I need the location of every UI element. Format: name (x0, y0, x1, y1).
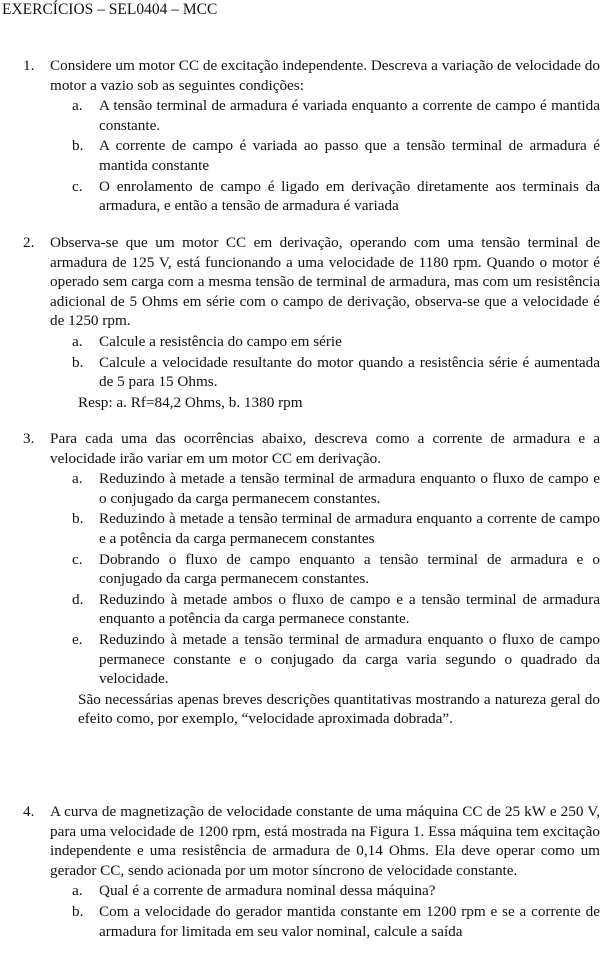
item-text: Dobrando o fluxo de campo enquanto a tensão terminal de armadura e o conjugado da carga permanecem constantes. (99, 550, 600, 588)
item-label: a. (72, 470, 83, 488)
item-label: b. (72, 902, 84, 920)
item-label: b. (72, 353, 84, 371)
item-label: b. (72, 510, 84, 528)
question-number: 2. (23, 234, 35, 251)
question-item (72, 590, 600, 629)
question-text: A curva de magnetização de velocidade constante de uma máquina CC de 25 kW e 250 V, para uma velocidade de 1200 rpm, está mostrada na Figura 1. Essa máquina tem excitação independente e uma resistência de armadura de 0,14 Ohms. Ela deve operar como um gerador CC, sendo acionada por um motor síncrono de velocidade constante. (50, 803, 600, 879)
item-label: d. (72, 590, 84, 608)
question-item (72, 550, 600, 589)
question-body (50, 429, 600, 729)
page-title: EXERCÍCIOS – SEL0404 – MCC (2, 1, 218, 18)
question-body (50, 56, 600, 216)
item-text: Reduzindo à metade ambos o fluxo de campo e a tensão terminal de armadura enquanto a potência da carga permanece constante. (99, 590, 600, 628)
item-label: a. (72, 882, 83, 900)
question-item (72, 136, 600, 175)
item-text: Calcule a velocidade resultante do motor quando a resistência série é aumentada de 5 para 15 Ohms. (99, 353, 600, 391)
item-text: O enrolamento de campo é ligado em derivação diretamente aos terminais da armadura, e então a tensão de armadura é variada (99, 177, 600, 215)
answer-line: Resp: a. Rf=84,2 Ohms, b. 1380 rpm (78, 393, 303, 411)
item-label: a. (72, 97, 83, 115)
question-item (72, 353, 600, 392)
item-text: A corrente de campo é variada ao passo que a tensão terminal de armadura é mantida constante (99, 137, 600, 174)
question-body (50, 233, 600, 412)
item-text: A tensão terminal de armadura é variada enquanto a corrente de campo é mantida constante. (99, 97, 600, 134)
question-item (72, 96, 600, 135)
question-text: Para cada uma das ocorrências abaixo, descreva como a corrente de armadura e a velocidade irão variar em um motor CC em derivação. (50, 430, 600, 467)
item-label: c. (72, 550, 83, 568)
item-text: Reduzindo à metade a tensão terminal de armadura enquanto o fluxo de campo e o conjugado da carga permanecem constantes. (99, 470, 600, 507)
item-text: Reduzindo à metade a tensão terminal de armadura enquanto a corrente de campo e a potência da carga permanecem constantes (99, 510, 600, 547)
question-text: Considere um motor CC de excitação independente. Descreva a variação de velocidade do motor a vazio sob as seguintes condições: (50, 57, 600, 94)
question-item (72, 177, 600, 216)
question-item (72, 509, 600, 548)
question-item (72, 630, 600, 689)
item-label: b. (72, 137, 84, 155)
question-number: 3. (23, 430, 35, 447)
item-label: c. (72, 177, 83, 195)
question-text: Observa-se que um motor CC em derivação, operando com uma tensão terminal de armadura de 125 V, está funcionando a uma velocidade de 1180 rpm. Quando o motor é operado sem carga com a mesma tensão de terminal de armadura, mas com um resistência adicional de 5 Ohms em série com o campo de derivação, observa-se que a velocidade é de 1250 rpm. (50, 234, 600, 330)
question-item (72, 469, 600, 508)
item-label: a. (72, 332, 83, 350)
note-paragraph: São necessárias apenas breves descrições quantitativas mostrando a natureza geral do efeito como, por exemplo, “velocidade aproximada dobrada”. (78, 690, 600, 728)
question-item (72, 881, 600, 901)
item-text: Qual é a corrente de armadura nominal dessa máquina? (99, 882, 436, 900)
item-label: e. (72, 630, 83, 648)
question-item (72, 902, 600, 941)
item-text: Com a velocidade do gerador mantida constante em 1200 rpm e se a corrente de armadura for limitada em seu valor nominal, calcule a saída (99, 902, 600, 940)
question-item (72, 332, 600, 352)
question-number: 1. (23, 57, 35, 74)
item-text: Reduzindo à metade a tensão terminal de armadura enquanto o fluxo de campo permanece constante e o conjugado da carga varia segundo o quadrado da velocidade. (99, 630, 600, 688)
item-text: Calcule a resistência do campo em série (99, 332, 342, 350)
question-body (50, 802, 600, 941)
question-number: 4. (23, 803, 35, 820)
